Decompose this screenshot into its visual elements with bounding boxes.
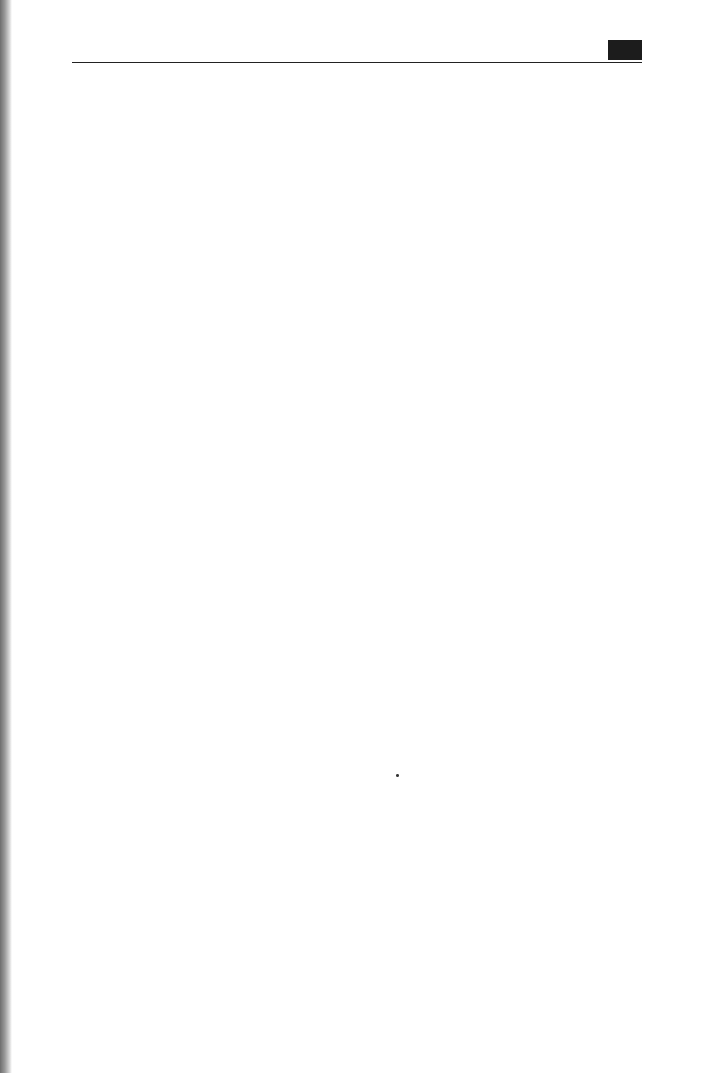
text-line: [76, 990, 600, 1012]
header-thumb-block: [608, 40, 642, 60]
running-header: [72, 38, 642, 63]
text-line: [76, 788, 600, 810]
text-line: [76, 855, 600, 877]
body-text-section: [76, 788, 600, 1012]
book-spine-shadow: [0, 0, 12, 1073]
text-line: [76, 878, 600, 900]
text-line: [76, 833, 600, 855]
text-line: [76, 923, 600, 945]
text-line: [76, 810, 600, 832]
text-line: [76, 945, 600, 967]
speck: [396, 774, 399, 777]
text-line: [76, 900, 600, 922]
text-line: [76, 968, 600, 990]
